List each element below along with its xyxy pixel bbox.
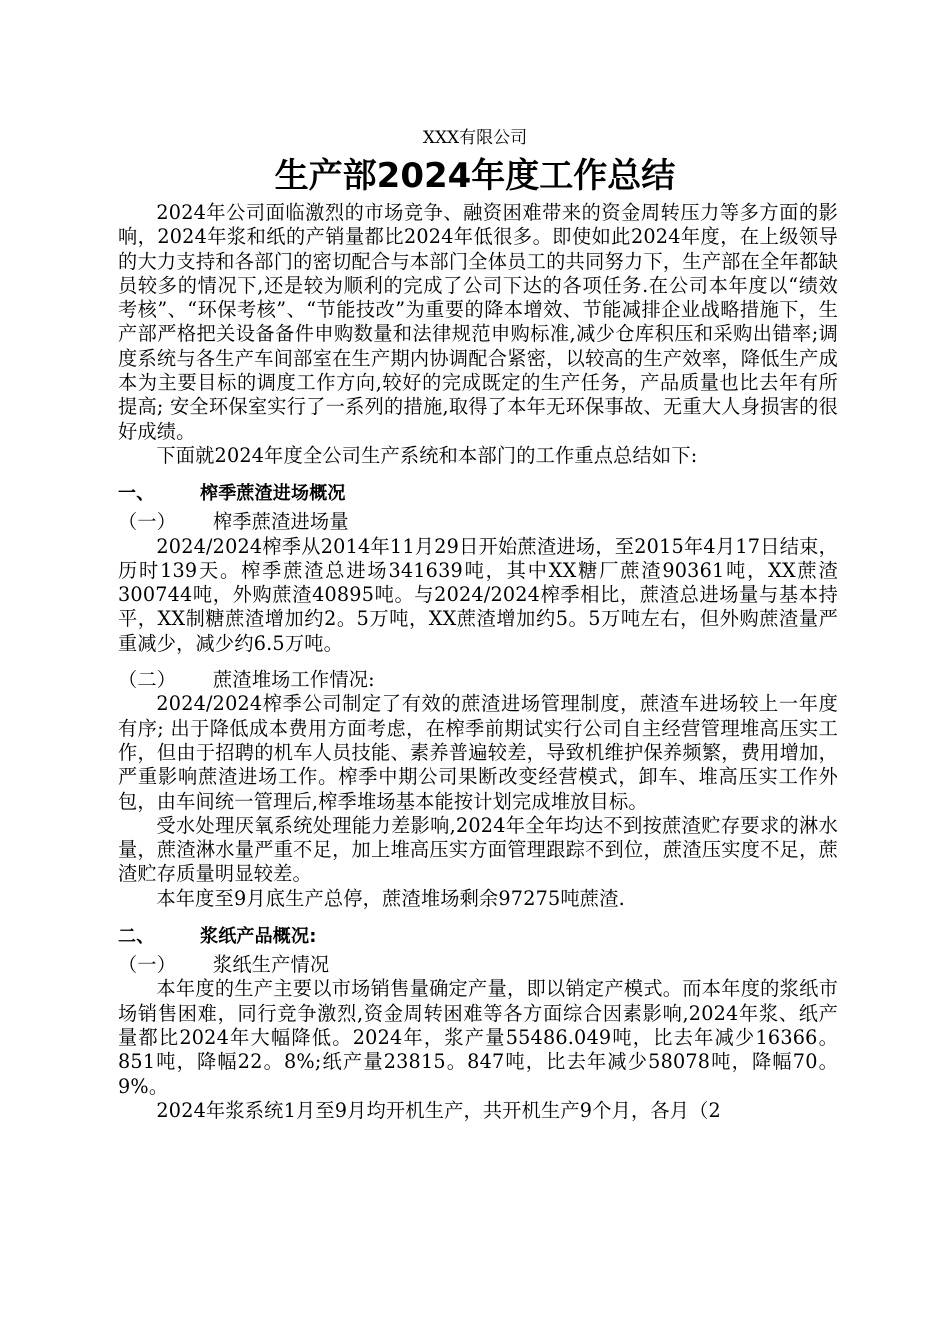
body-paragraph: 2024/2024榨季公司制定了有效的蔗渣进场管理制度，蔗渣车进场较上一年度有序; 出于降低成本费用方面考虑，在榨季前期试实行公司自主经营管理堆高压实工作，但由于招聘的机车人员技能、素养普遍较差，导致机维护保养频繁，费用增加，严重影响蔗渣进场工作。榨季中期公司果断改变经营模式，卸车、堆高压实工作外包，由车间统一管理后,榨季堆场基本能按计划完成堆放目标。 [118, 692, 838, 813]
section-title: 浆纸产品概况: [200, 926, 317, 948]
section-heading [118, 925, 838, 949]
document-title: 生产部2024年度工作总结 [274, 156, 676, 196]
section-heading [118, 482, 838, 506]
subsection-heading [118, 668, 838, 692]
subsection-number: （一） [118, 510, 177, 534]
section-number: 一、 [118, 483, 155, 505]
body-paragraph: 受水处理厌氧系统处理能力差影响,2024年全年均达不到按蔗渣贮存要求的淋水量，蔗渣淋水量严重不足，加上堆高压实方面管理跟踪不到位，蔗渣压实度不足，蔗渣贮存质量明显较差。 [118, 813, 838, 886]
subsection-heading [118, 510, 838, 534]
body-paragraph: 2024/2024榨季从2014年11月29日开始蔗渣进场，至2015年4月17日结束，历时139天。榨季蔗渣总进场341639吨，其中XX糖厂蔗渣90361吨，XX蔗渣300744吨，外购蔗渣40895吨。与2024/2024榨季相比，蔗渣总进场量与基本持平，XX制糖蔗渣增加约2。5万吨，XX蔗渣增加约5。5万吨左右，但外购蔗渣量严重减少，减少约6.5万吨。 [118, 534, 838, 655]
subsection-heading [118, 953, 838, 977]
document-body [118, 201, 838, 1123]
subsection-title: 蔗渣堆场工作情况: [213, 668, 375, 692]
intro-paragraph: 2024年公司面临激烈的市场竞争、融资困难带来的资金周转压力等多方面的影响，2024年浆和纸的产销量都比2024年低很多。即使如此2024年度，在上级领导的大力支持和各部门的密切配合与本部门全体员工的共同努力下，生产部在全年都缺员较多的情况下,还是较为顺利的完成了公司下达的各项任务.在公司本年度以“绩效考核”、“环保考核”、“节能技改”为重要的降本增效、节能减排企业战略措施下，生产部严格把关设备备件申购数量和法律规范申购标准,减少仓库积压和采购出错率;调度系统与各生产车间部室在生产期内协调配合紧密，以较高的生产效率，降低生产成本为主要目标的调度工作方向,较好的完成既定的生产任务，产品质量也比去年有所提高; 安全环保室实行了一系列的措施,取得了本年无环保事故、无重大人身损害的很好成绩。 [118, 201, 838, 443]
subsection-number: （二） [118, 668, 177, 692]
intro-transition: 下面就2024年度全公司生产系统和本部门的工作重点总结如下: [156, 443, 698, 467]
company-name: XXX有限公司 [422, 128, 528, 148]
body-paragraph: 2024年浆系统1月至9月均开机生产，共开机生产9个月，各月（2 [156, 1098, 721, 1122]
subsection-number: （一） [118, 953, 177, 977]
subsection-title: 榨季蔗渣进场量 [213, 510, 349, 534]
section-number: 二、 [118, 926, 155, 948]
body-paragraph: 本年度的生产主要以市场销售量确定产量，即以销定产模式。而本年度的浆纸市场销售困难，同行竞争激烈,资金周转困难等各方面综合因素影响,2024年浆、纸产量都比2024年大幅降低。2024年，浆产量55486.049吨，比去年减少16366。851吨，降幅22。8%;纸产量23815。847吨，比去年减少58078吨，降幅70。9%。 [118, 977, 838, 1098]
body-paragraph: 本年度至9月底生产总停，蔗渣堆场剩余97275吨蔗渣. [156, 886, 625, 910]
subsection-title: 浆纸生产情况 [213, 953, 330, 977]
section-title: 榨季蔗渣进场概况 [200, 483, 346, 505]
